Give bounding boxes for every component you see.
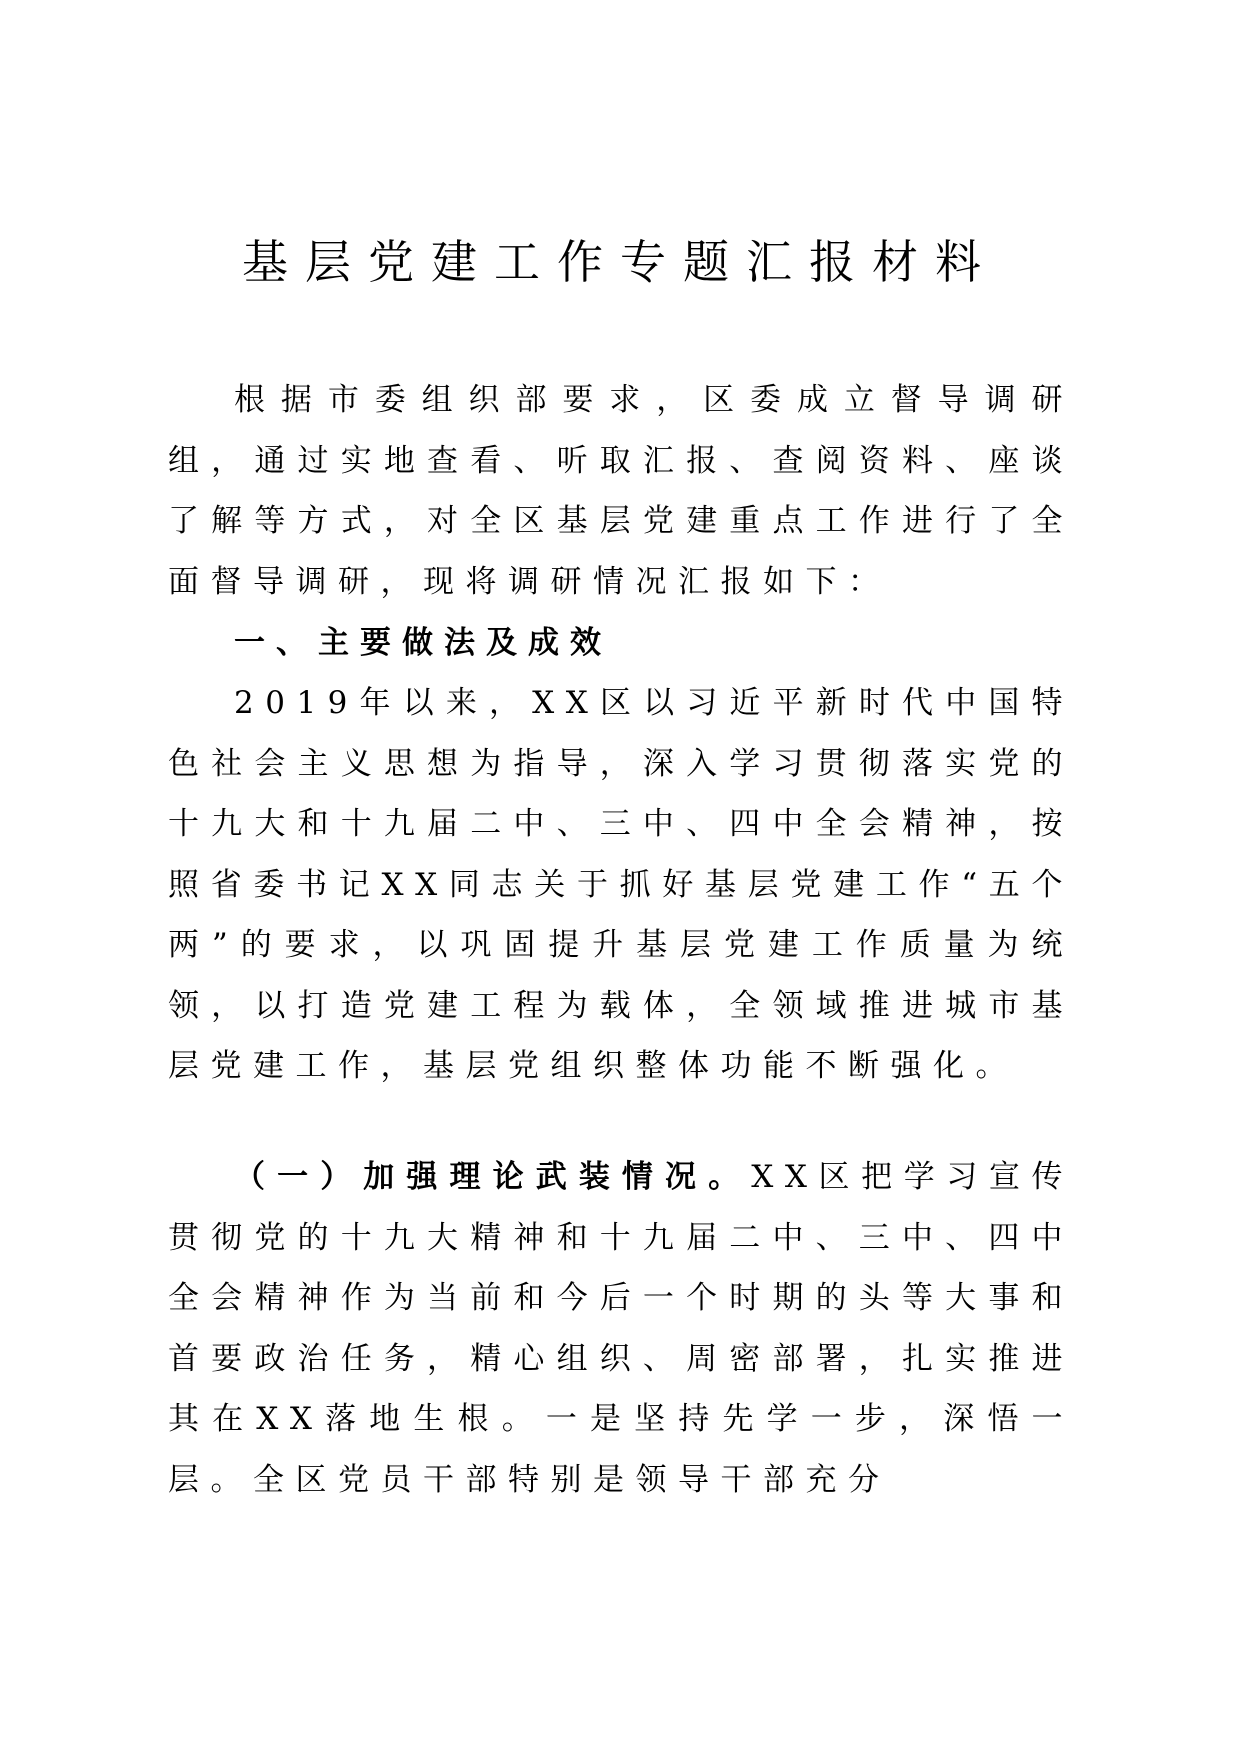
subsection-one-body: XX区把学习宣传贯彻党的十九大精神和十九届二中、三中、四中全会精神作为当前和今后一个时期的头等大事和首要政治任务，精心组织、周密部署，扎实推进其在XX落地生根。一是坚持先学一步，深悟一层。全区党员干部特别是领导干部充分 bbox=[168, 1159, 1075, 1498]
section-one-paragraph: 2019年以来，XX区以习近平新时代中国特色社会主义思想为指导，深入学习贯彻落实党的十九大和十九届二中、三中、四中全会精神，按照省委书记XX同志关于抓好基层党建工作“五个两”的要求，以巩固提升基层党建工作质量为统领，以打造党建工程为载体，全领域推进城市基层党建工作，基层党组织整体功能不断强化。 bbox=[168, 685, 1074, 1084]
subsection-one-lead: （一）加强理论武装情况。 bbox=[234, 1159, 752, 1195]
intro-paragraph: 根据市委组织部要求，区委成立督导调研组，通过实地查看、听取汇报、查阅资料、座谈了解等方式，对全区基层党建重点工作进行了全面督导调研，现将调研情况汇报如下： bbox=[168, 382, 1074, 600]
section-one-heading: 一、主要做法及成效 bbox=[234, 625, 612, 661]
document-title: 基层党建工作专题汇报材料 bbox=[242, 235, 998, 289]
subsection-one-paragraph bbox=[168, 1147, 1074, 1510]
